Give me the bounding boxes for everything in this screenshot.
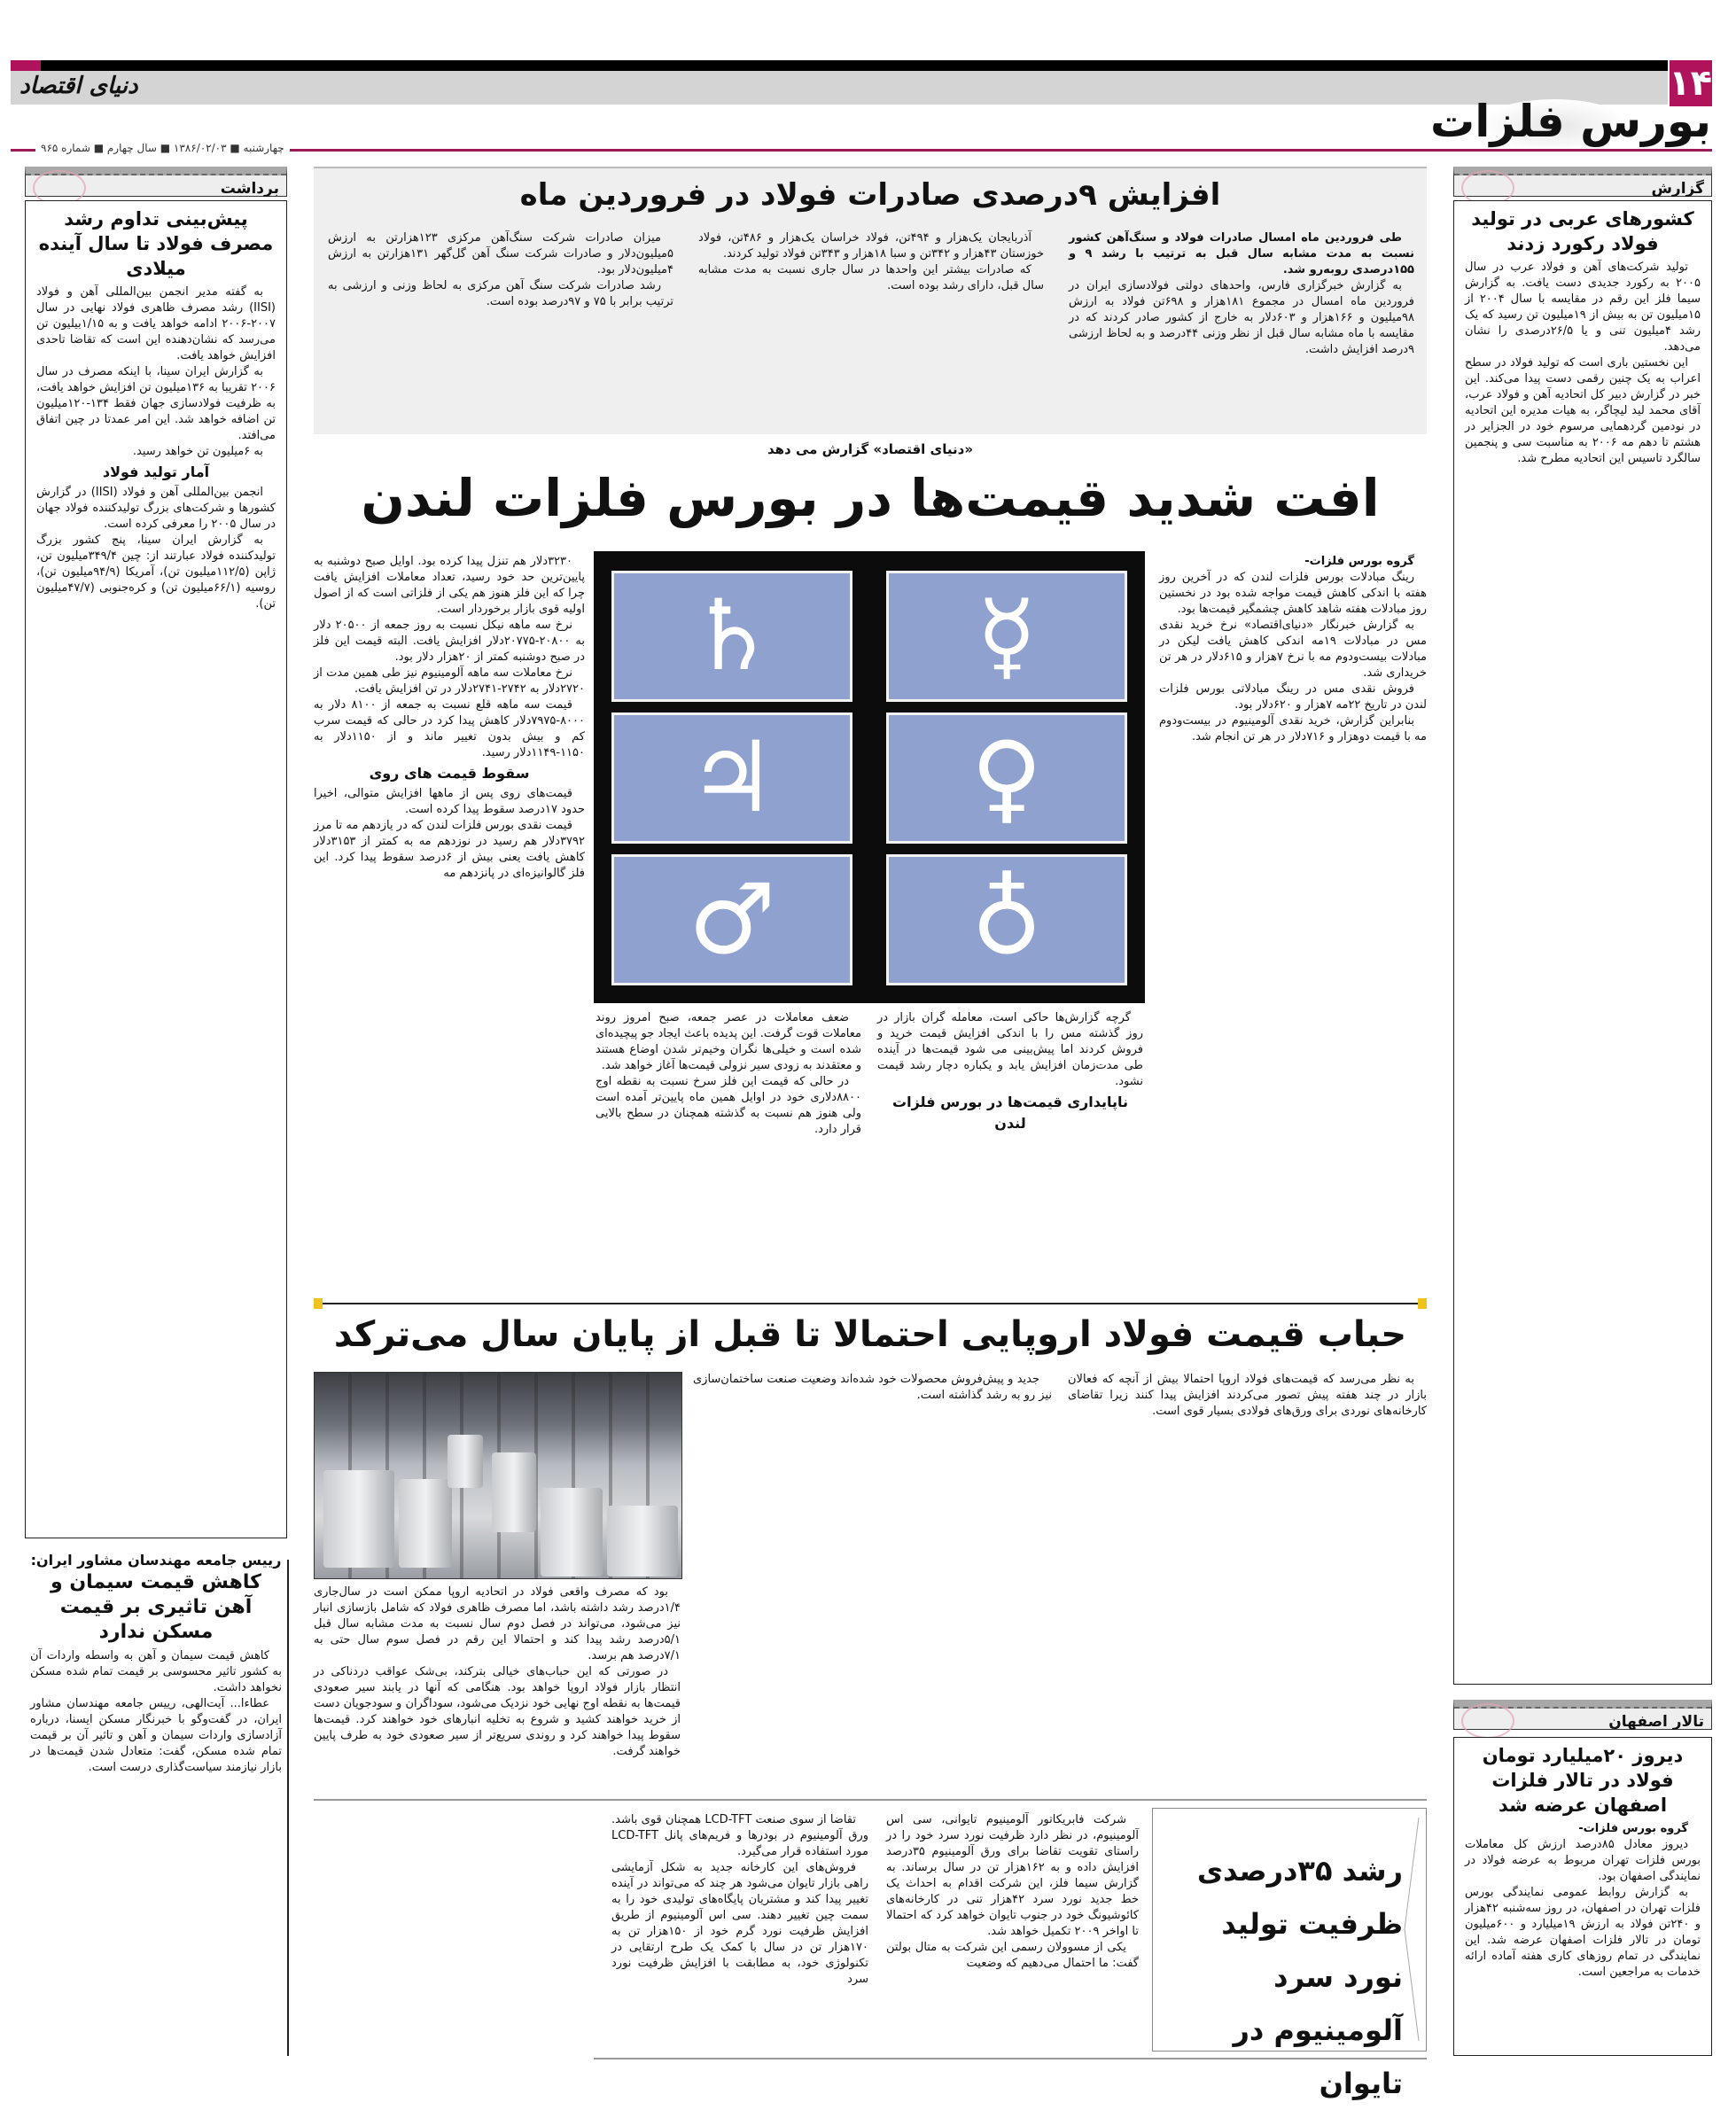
paragraph: قیمت سه ماهه قلع نسبت به جمعه از ۸۱۰۰ دلار به ۸۰۰۰-۷۹۷۵دلار کاهش پیدا کرد در حالی که قیمت سرب کم و بیش بدون تغییر ماند و از ۱۱۵۰دلار به ۱۱۵۰-۱۱۴۹دلار رسید. [314, 698, 585, 759]
byline: گروه بورس فلزات- [1578, 1822, 1688, 1835]
chevron-decoration [1403, 1814, 1421, 2044]
paragraph: انجمن بین‌المللی آهن و فولاد (IISI) در گزارش کشورها و شرکت‌های بزرگ تولیدکننده فولاد جهان در سال ۲۰۰۵ را معرفی کرده است. [36, 486, 276, 531]
section-title: بورس فلزات [1430, 96, 1711, 147]
paragraph-list [596, 1010, 861, 1138]
sidebar-label-report [1453, 167, 1712, 197]
paragraph: به گزارش خبرنگار «دنیای‌اقتصاد» نرخ خرید نقدی مس در مبادلات ۱۹مه اندکی کاهش یافت لیکن در مبادلات بیست‌ودوم مه با نرخ ۷هزار و ۶۱۵دلار در هر تن خریداری شد. [1159, 619, 1427, 680]
steel-consumption-article [25, 200, 287, 1538]
subheading: آمار تولید فولاد [102, 463, 210, 480]
paragraph: آذربایجان یک‌هزار و ۴۹۴تن، فولاد خراسان یک‌هزار و ۴۸۶تن، فولاد خوزستان ۴۳هزار و ۳۴۲تن و سبا ۱۸هزار و ۳۴۳تن فولاد تولید کردند. [698, 231, 1044, 261]
paragraph: تقاضا از سوی صنعت LCD-TFT همچنان قوی باشد. ورق آلومینیوم در بودرها و فریم‌های پانل LCD-TFT مورد استفاده قرار می‌گیرد. [611, 1813, 868, 1858]
subheading: سقوط قیمت های روی [369, 765, 530, 782]
article-column [596, 1010, 861, 1138]
cement-iron-article [30, 1551, 282, 1776]
paragraph: شرکت فابریکاتور آلومینیوم تایوانی، سی اس آلومینیوم، در نظر دارد ظرفیت نورد سرد خود را در راستای تقویت تقاضا برای ورق آلومینیوم ۳۵درصد افزایش داده و به ۱۶۲هزار تن در سال برساند. به گزارش سیما فلز، این شرکت اقدام به احداث یک خط جدید نورد سرد ۴۲هزار تنی در کارخانه‌های کائوشیونگ خود در جنوب تایوان خواهد کرد که احتمالا تا اواخر ۲۰۰۹ تکمیل خواهد شد. [886, 1813, 1139, 1938]
paragraph: به نظر می‌رسد که قیمت‌های فولاد اروپا احتمالا بیش از آنچه که فعالان بازار در چند هفته پیش تصور می‌کردند افزایش پیدا کنند زیرا تقاضای کارخانه‌های نوردی برای ورق‌های فولادی بسیار قوی است. [1068, 1373, 1427, 1418]
arab-steel-article [1453, 200, 1712, 1685]
saturn-lead-icon: ♄ [611, 571, 852, 702]
jupiter-tin-icon: ♃ [611, 712, 852, 844]
paragraph: یکی از مسوولان رسمی این شرکت به متال بولتن گفت: ما احتمال می‌دهیم که وضعیت [886, 1941, 1139, 1970]
paragraph: گرچه گزارش‌ها حاکی است، معامله گران بازار در روز گذشته مس را با اندکی افزایش قیمت خرید و فروش کردند اما پیش‌بینی می شود قیمت‌ها در آینده طی مدت‌زمان افزایش یابد و یکباره دچار رشد قیمت نشود. [877, 1011, 1143, 1088]
isfahan-article [1453, 1737, 1712, 2056]
page-number: ۱۴ [1670, 60, 1712, 106]
paragraph-list [877, 1010, 1143, 1090]
paragraph: میزان صادرات شرکت سنگ‌آهن مرکزی ۱۲۳هزارتن به ارزش ۵میلیون‌دلار و صادرات شرکت سنگ آهن گل‌گهر ۱۳۱هزارتن به ارزش ۴میلیون‌دلار بود. [328, 231, 673, 276]
paragraph-list [314, 786, 585, 882]
paragraph-list [698, 230, 1044, 294]
paragraph-list [886, 1812, 1139, 1972]
sidebar-label: گزارش [1651, 180, 1704, 198]
sidebar-label: برداشت [220, 180, 279, 198]
subheading: ناپایداری قیمت‌ها در بورس فلزات لندن [892, 1094, 1128, 1132]
paragraph: رینگ مبادلات بورس فلزات لندن که در آخرین روز هفته با اندکی کاهش قیمت مواجه شده بود در نخستین روز مبادلات هفته شاهد کاهش چشمگیر قیمت‌ها بود. [1159, 571, 1427, 616]
paragraph: عطاءا... آیت‌الهی، رییس جامعه مهندسان مشاور ایران، در گفت‌وگو با خبرنگار مسکن ایسنا، درباره آزادسازی واردات سیمان و آهن و تاثیر آن بر قیمت تمام شده مسکن، گفت: متعادل شدن قیمت‌ها در بازار نیازمند سیاست‌گذاری درست است. [30, 1697, 282, 1774]
paragraph-list [36, 284, 276, 460]
paragraph-list [611, 1812, 868, 1988]
article-kicker: رییس جامعه مهندسان مشاور ایران: [30, 1552, 282, 1569]
paragraph: قیمت‌های روی پس از ماهها افزایش متوالی، اخیرا حدود ۱۷درصد سقوط پیدا کرده است. [314, 787, 585, 816]
paragraph: این نخستین باری است که تولید فولاد در سطح اعراب به یک چنین رقمی دست پیدا می‌کند. این خبر در گزارش دبیر کل اتحادیه آهن و فولاد عرب، آقای محمد لید لیچاگر، به هیات مدیره این اتحادیه در نودمین گردهمایی مرسوم خود در الجزایر در هشتم تا دهم مه ۲۰۰۶ به مناسبت سی و پنجمین سالگرد تاسیس این اتحادیه مطرح شد. [1465, 356, 1701, 465]
article-headline: پیش‌بینی تداوم رشد مصرف فولاد تا سال آینده میلادی [38, 208, 274, 279]
mercury-icon: ☿ [886, 571, 1127, 702]
article-column [1159, 554, 1427, 745]
paragraph-list [1069, 278, 1414, 358]
paragraph: نرخ سه ماهه نیکل نسبت به روز جمعه از ۲۰۵۰۰ دلار به ۲۰۸۰۰-۲۰۷۷۵دلار افزایش یافت. البته قیمت این فلز در صبح دوشنبه کمتر از ۲۰هزار دلار بود. [314, 619, 585, 664]
paragraph-list [1068, 1372, 1427, 1420]
paragraph: ضعف معاملات در عصر جمعه، صبح امروز روند معاملات قوت گرفت. این پدیده باعث ایجاد جو پیچیده‌ای شده است و خیلی‌ها نگران وخیم‌تر شدن اوضاع هستند و معتقدند به زودی سیر نزولی قیمت‌ها آغاز خواهد شد. [596, 1011, 861, 1072]
paragraph: به گفته مدیر انجمن بین‌المللی آهن و فولاد (IISI) رشد مصرف ظاهری فولاد نهایی در سال ۲۰۰۷-۲۰۰۶ ادامه خواهد یافت و به ۱/۱۵بیلیون تن می‌رسد که نشان‌دهنده این است که تقاضا تاحدی افزایش خواهد یافت. [36, 285, 276, 362]
paragraph: رشد صادرات شرکت سنگ آهن مرکزی به لحاظ وزنی و ارزشی به ترتیب برابر با ۷۵ و ۹۷درصد بوده است. [328, 279, 673, 308]
paragraph: دیروز معادل ۸۵درصد ارزش کل معاملات بورس فلزات تهران مربوط به عرضه فولاد در نمایندگی اصفهان بود. [1465, 1838, 1701, 1883]
article-column [693, 1372, 1052, 1404]
sidebar-label: تالار اصفهان [1608, 1713, 1704, 1731]
article-column [698, 230, 1044, 294]
paragraph: فروش نقدی مس در رینگ مبادلاتی بورس فلزات لندن در تاریخ ۲۲مه ۷هزار و ۶۲۰دلار بود. [1159, 682, 1427, 712]
paragraph-list [1465, 1837, 1701, 1981]
paragraph: تولید شرکت‌های آهن و فولاد عرب در سال ۲۰۰۵ به رکورد جدیدی دست یافت. به گزارش سیما فلز این رقم در مقایسه با سال ۲۰۰۴ از ۱۵میلیون تن به بیش از ۱۹میلیون تن رسید که یک رشد ۴میلیون تنی و یا ۲۶/۵درصدی را نشان می‌دهد. [1465, 261, 1701, 354]
accent-block [11, 60, 41, 71]
divider-marker [314, 1298, 323, 1309]
paragraph: در صورتی که این حباب‌های خیالی بترکند، بی‌شک عواقب دردناکی در انتظار بازار فولاد اروپا خواهد بود. هنگامی که آنها در یابند سیر صعودی قیمت‌ها به نقطه اوج نهایی خود نزدیک می‌شود، سوداگران و سودجویان دست از خرید خواهند کشید و شروع به تخلیه انبارهای خود خواهند کرد. قیمت‌ها سقوط پیدا خواهند کرد و روندی سریع‌تر از سیر صعودی خود به طرف پایین خواهند گرفت. [314, 1665, 681, 1758]
paragraph-list [30, 1648, 282, 1776]
article-headline: کاهش قیمت سیمان و آهن تاثیری بر قیمت مسکن ندارد [51, 1571, 261, 1643]
paragraph: نرخ معاملات سه ماهه آلومینیوم نیز طی همین مدت از ۲۷۲۰دلار به ۲۷۴۲-۲۷۴۱دلار در تن افزایش یافت. [314, 666, 585, 696]
globe-icon [1461, 1703, 1514, 1739]
paragraph: به ۶میلیون تن خواهد رسید. [132, 445, 263, 458]
paragraph: بود که مصرف واقعی فولاد در اتحادیه اروپا ممکن است در سال‌جاری ۱/۴درصد رشد داشته باشد، اما مصرف ظاهری فولاد که شامل بازسازی انبار نیز می‌شود، می‌تواند در فصل دوم سال نسبت به مدت مشابه سال قبل ۵/۱درصد رشد پیدا کند و احتمالا این رقم در فصل سوم سال حتی به ۷/۱درصد هم برسد. [314, 1585, 681, 1662]
paragraph: به گزارش خبرگزاری فارس، واحدهای دولتی فولادسازی ایران در فروردین ماه امسال در مجموع ۱۸۱هزار و ۶۹۸تن فولاد به ارزش ۹۸میلیون و ۱۶۶هزار و ۶۰۳دلار به خارج از کشور صادر کردند که در مقایسه با ماه مشابه سال قبل از نظر وزنی ۴۴درصد و به لحاظ ارزشی ۹درصد افزایش داشت. [1069, 279, 1415, 356]
paragraph: فروش‌های این کارخانه جدید به شکل آزمایشی راهی بازار تایوان می‌شود هر چند که می‌تواند در آینده تغییر پیدا کند و مشتریان پایگاه‌های تولیدی خود را به سمت چین تغییر دهند. سی اس آلومینیوم از طریق افزایش ظرفیت نورد گرم خود از ۱۵۰هزار تن به ۱۷۰هزار تن در سال با کمک یک طرح ارتقایی در تکنولوژی خود، به مطابقت با افزایش ظرفیت نورد سرد [611, 1861, 868, 1986]
paragraph: به گزارش ایران سینا، با اینکه مصرف در سال ۲۰۰۶ تقریبا به ۱۳۶میلیون تن افزایش خواهد یافت، به ظرفیت فولادسازی جهان فقط ۱۳۴-۱۲۰میلیون تن اضافه خواهد شد. این امر عمدتا در چین اتفاق می‌افتد. [36, 365, 276, 442]
steel-coils-photo [314, 1372, 682, 1579]
paragraph: جدید و پیش‌فروش محصولات خود شده‌اند وضعیت صنعت ساختمان‌سازی نیز رو به رشد گذاشته است. [693, 1373, 1052, 1402]
main-headline: افت شدید قیمت‌ها در بورس فلزات لندن [361, 468, 1380, 528]
paragraph: که صادرات بیشتر این واحدها در سال جاری نسبت به مدت مشابه سال قبل، دارای رشد بوده است. [698, 263, 1044, 292]
lead-paragraph: طی فروردین ماه امسال صادرات فولاد و سنگ‌آهن کشور نسبت به مدت مشابه سال قبل به ترتیب با رشد ۹ و ۱۵۵درصدی روبه‌رو شد. [1069, 231, 1414, 276]
paragraph-list [314, 554, 585, 761]
newspaper-logo: دنیای اقتصاد [19, 73, 138, 99]
article-column [328, 230, 673, 310]
article-headline: حباب قیمت فولاد اروپایی احتمالا تا قبل از پایان سال می‌ترکد [333, 1314, 1407, 1355]
dateline: چهارشنبه ■ ۱۳۸۶/۰۲/۰۳ ■ سال چهارم ■ شماره ۹۶۵ [35, 142, 290, 154]
article-headline: افزایش ۹درصدی صادرات فولاد در فروردین ماه [519, 177, 1221, 213]
article-column [314, 1584, 681, 1760]
article-column [1068, 1372, 1427, 1420]
paragraph: به گزارش روابط عمومی نمایندگی بورس فلزات تهران در اصفهان، در روز سه‌شنبه ۴۲هزار و ۲۴۰تن فولاد به ارزش ۱۹میلیارد و ۶۰۰میلیون تومان در تالار فلزات اصفهان عرضه شد. این نمایندگی در تمام روزهای کاری هفته آماده ارائه خدمات به مراجعین است. [1465, 1886, 1701, 1979]
paragraph-list [1465, 260, 1701, 467]
antimony-icon: ♁ [886, 854, 1127, 985]
section-divider [314, 1799, 1427, 1801]
metal-symbols-graphic [594, 551, 1145, 1003]
article-column [1069, 230, 1414, 358]
mars-iron-icon: ♂ [611, 854, 852, 985]
article-column [877, 1010, 1143, 1136]
article-headline: دیروز ۲۰میلیارد تومان فولاد در تالار فلزات اصفهان عرضه شد [1482, 1745, 1684, 1816]
article-column [314, 554, 585, 882]
paragraph: به گزارش ایران سینا، پنج کشور بزرگ تولیدکننده فولاد عبارتند از: چین ۳۴۹/۴میلیون تن، ژاپن (۱۱۲/۵میلیون تن)، آمریکا (۹۴/۹میلیون تن)، روسیه (۶۶/۱میلیون تن) و کره‌جنوبی (۴۷/۷میلیون تن). [36, 533, 276, 611]
section-divider [594, 2058, 1427, 2059]
paragraph: ۳۲۳۰دلار هم تنزل پیدا کرده بود. اوایل صبح دوشنبه به پایین‌ترین حد خود رسید، تعداد معاملات افزایش یافت چرا که این فلز هنوز هم یکی از فلزاتی است که از اصول اولیه قوی بازار برخوردار است. [314, 555, 585, 616]
section-divider [314, 1303, 1427, 1304]
paragraph-list [693, 1372, 1052, 1404]
divider-marker [1418, 1298, 1427, 1309]
paragraph: بنابراین گزارش، خرید نقدی آلومینیوم در بیست‌ودوم مه با قیمت دوهزار و ۷۱۶دلار در هر تن انجام شد. [1159, 714, 1427, 744]
paragraph: قیمت نقدی بورس فلزات لندن که در یازدهم مه تا مرز ۳۷۹۲دلار هم رسید در نوزدهم مه به کمتر از ۳۱۵۳دلار کاهش یافت یعنی بیش از ۶درصد سقوط پیدا کرد. این فلز گالوانیزه‌ای در پانزدهم مه [314, 819, 585, 880]
column-rule [287, 1560, 289, 2056]
article-kicker: «دنیای اقتصاد» گزارش می دهد [767, 441, 974, 457]
steel-exports-article [314, 167, 1427, 434]
masthead-band [11, 71, 1668, 105]
paragraph-list [36, 485, 276, 612]
paragraph: در حالی که قیمت این فلز سرخ نسبت به نقطه اوج ۸۸۰۰دلاری خود در اوایل همین ماه پایین‌تر آمده است ولی هنوز هم نسبت به گذشته همچنان در سطح بالایی قرار دارد. [596, 1075, 861, 1136]
article-headline: کشورهای عربی در تولید فولاد رکورد زدند [1471, 208, 1694, 254]
byline: گروه بورس فلزات- [1304, 555, 1414, 568]
article-column [611, 1812, 868, 1988]
taiwan-headline-box [1152, 1808, 1427, 2100]
sidebar-label-isfahan [1453, 1700, 1712, 1730]
masthead-bar [11, 60, 1668, 71]
paragraph: کاهش قیمت سیمان و آهن به واسطه واردات آن به کشور تاثیر محسوسی بر قیمت تمام شده مسکن نخواهد داشت. [30, 1649, 282, 1694]
sidebar-label-takeaway [25, 167, 287, 197]
paragraph-list [1159, 570, 1427, 745]
paragraph-list [314, 1584, 681, 1760]
venus-copper-icon: ♀ [886, 712, 1127, 844]
article-headline: رشد ۳۵درصدی ظرفیت تولید نورد سرد آلومینیوم در تایوان [1196, 1854, 1403, 2100]
article-column [886, 1812, 1139, 1972]
paragraph-list [328, 230, 673, 310]
